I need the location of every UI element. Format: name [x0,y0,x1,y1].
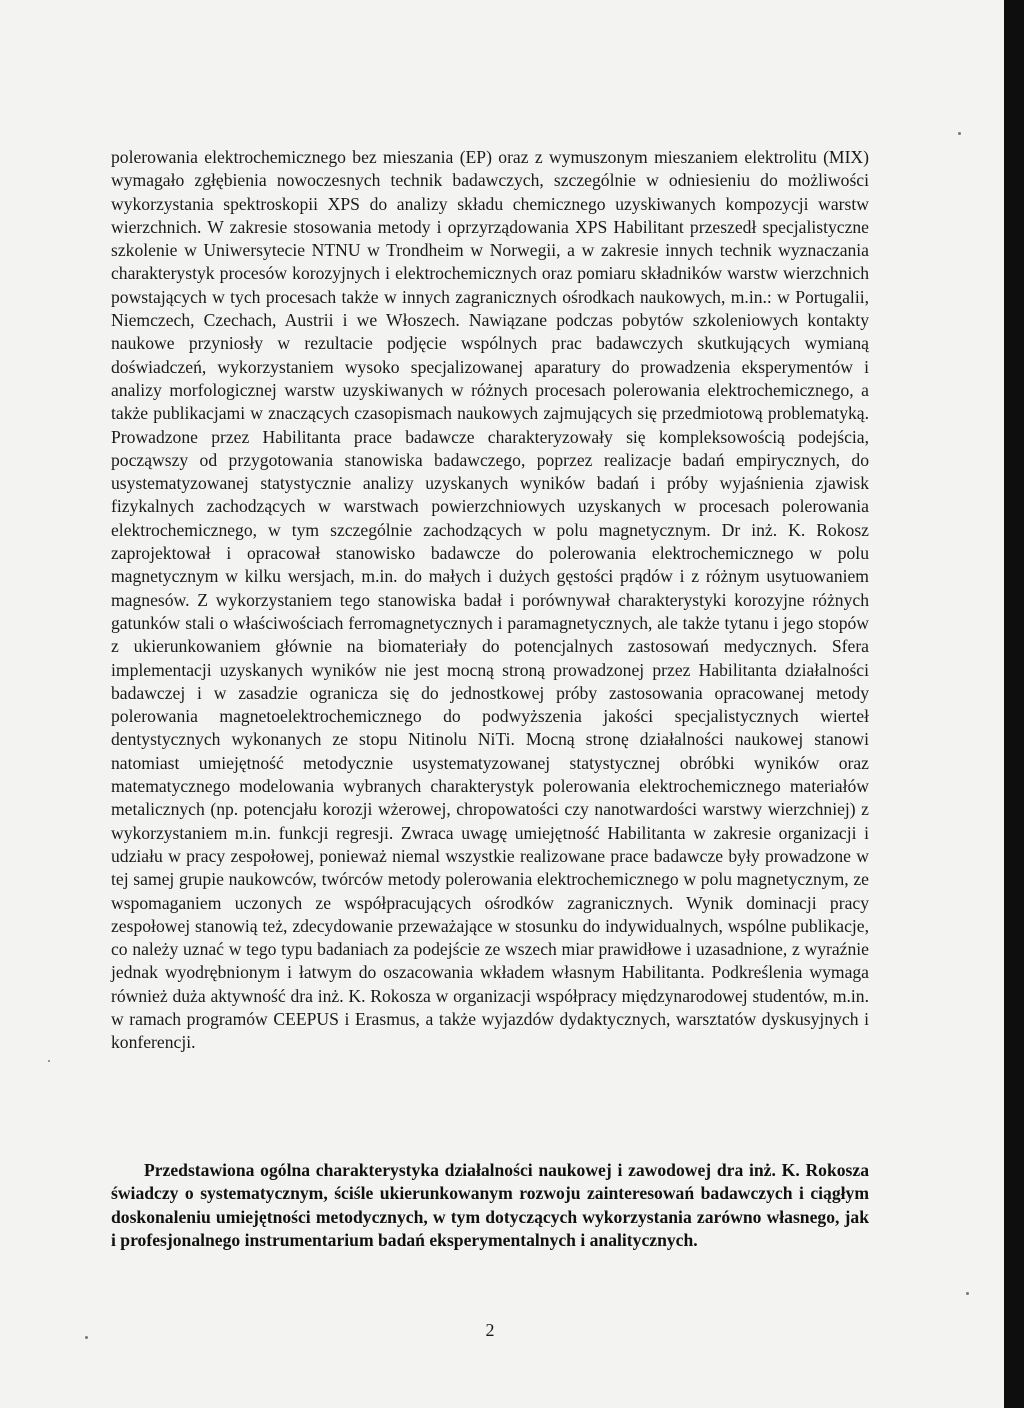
scan-speck [958,132,961,135]
page-number: 2 [485,1320,495,1340]
scan-speck [966,1292,969,1295]
scan-speck [48,1060,50,1062]
scan-edge [1004,0,1024,1408]
body-paragraph: polerowania elektrochemicznego bez mieszania (EP) oraz z wymuszonym mieszaniem elektrolitu (MIX) wymagało zgłębienia nowoczesnych technik badawczych, szczególnie w odniesieniu do możliwości wykorzystania spektroskopii XPS do analizy składu chemicznego uzyskiwanych kompozycji warstw wierzchnich. W zakresie stosowania metody i oprzyrządowania XPS Habilitant przeszedł specjalistyczne szkolenie w Uniwersytecie NTNU w Trondheim w Norwegii, a w zakresie innych technik wyznaczania charakterystyk procesów korozyjnych i elektrochemicznych oraz pomiaru składników warstw wierzchnich powstających w tych procesach także w innych zagranicznych ośrodkach naukowych, m.in.: w Portugalii, Niemczech, Czechach, Austrii i we Włoszech. Nawiązane podczas pobytów szkoleniowych kontakty naukowe przyniosły w rezultacie podjęcie wspólnych prac badawczych skutkujących wymianą doświadczeń, wykorzystaniem wysoko specjalizowanej aparatury do prowadzenia eksperymentów i analizy morfologicznej warstw uzyskiwanych w różnych procesach polerowania elektrochemicznego, a także publikacjami w znaczących czasopismach naukowych zajmujących się przedmiotową problematyką. Prowadzone przez Habilitanta prace badawcze charakteryzowały się kompleksowością podejścia, począwszy od przygotowania stanowiska badawczego, poprzez realizacje badań empirycznych, do usystematyzowanej statystycznie analizy uzyskanych wyników badań i próby wyjaśnienia zjawisk fizykalnych zachodzących w warstwach powierzchniowych uzyskanych w procesach polerowania elektrochemicznego, w tym szczególnie zachodzących w polu magnetycznym. Dr inż. K. Rokosz zaprojektował i opracował stanowisko badawcze do polerowania elektrochemicznego w polu magnetycznym w kilku wersjach, m.in. do małych i dużych gęstości prądów i z różnym usytuowaniem magnesów. Z wykorzystaniem tego stanowiska badał i porównywał charakterystyki korozyjne różnych gatunków stali o właściwościach ferromagnetycznych i paramagnetycznych, ale także tytanu i jego stopów z ukierunkowaniem głównie na biomateriały do potencjalnych zastosowań medycznych. Sfera implementacji uzyskanych wyników nie jest mocną stroną prowadzonej przez Habilitanta działalności badawczej i w zasadzie ogranicza się do jednostkowej próby zastosowania opracowanej metody polerowania magnetoelektrochemicznego do podwyższenia jakości specjalistycznych wierteł dentystycznych wykonanych ze stopu Nitinolu NiTi. Mocną stronę działalności naukowej stanowi natomiast umiejętność metodycznie usystematyzowanej statystycznej obróbki wyników oraz matematycznego modelowania wybranych charakterystyk polerowania elektrochemicznego materiałów metalicznych (np. potencjału korozji wżerowej, chropowatości czy nanotwardości warstwy wierzchniej) z wykorzystaniem m.in. funkcji regresji. Zwraca uwagę umiejętność Habilitanta w zakresie organizacji i udziału w pracy zespołowej, ponieważ niemal wszystkie realizowane prace badawcze były prowadzone w tej samej grupie naukowców, twórców metody polerowania elektrochemicznego w polu magnetycznym, ze wspomaganiem uczonych ze współpracujących ośrodków zagranicznych. Wynik dominacji pracy zespołowej stanowią też, zdecydowanie przeważające w stosunku do indywidualnych, wspólne publikacje, co należy uznać w tego typu badaniach za podejście ze wszech miar prawidłowe i uzasadnione, z wyraźnie jednak wyodrębnionym i łatwym do oszacowania wkładem własnym Habilitanta. Podkreślenia wymaga również duża aktywność dra inż. K. Rokosza w organizacji współpracy międzynarodowej studentów, m.in. w ramach programów CEEPUS i Erasmus, a także wyjazdów dydaktycznych, warsztatów dyskusyjnych i konferencji. [111,147,869,1053]
conclusion-paragraph: Przedstawiona ogólna charakterystyka działalności naukowej i zawodowej dra inż. K. Rokosza świadczy o systematycznym, ściśle ukierunkowanym rozwoju zainteresowań badawczych i ciągłym doskonaleniu umiejętności metodycznych, w tym dotyczących wykorzystania zarówno własnego, jak i profesjonalnego instrumentarium badań eksperymentalnych i analitycznych. [111,1160,869,1250]
scan-speck [85,1336,88,1339]
body-text [111,146,869,1055]
